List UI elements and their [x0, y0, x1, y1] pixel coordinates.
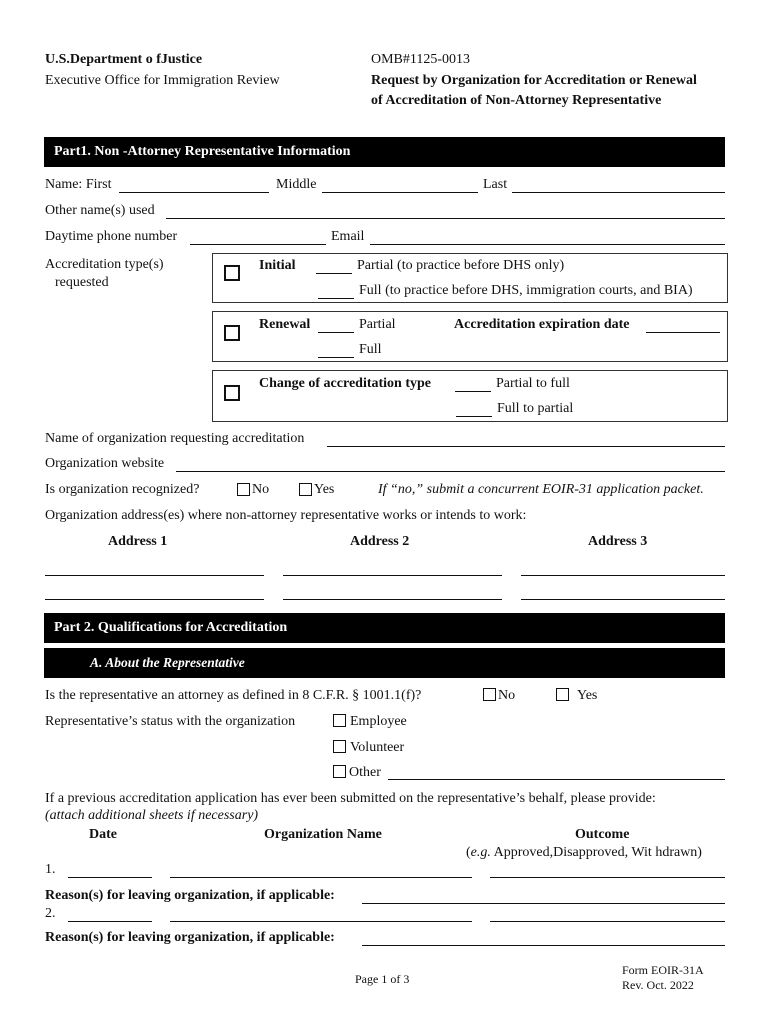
- initial-label: Initial: [259, 258, 296, 273]
- renewal-partial-blank[interactable]: [318, 332, 354, 333]
- status-employee-label: Employee: [350, 714, 407, 729]
- row-1-reason-field[interactable]: [362, 903, 725, 904]
- form-number: Form EOIR-31A: [622, 963, 704, 977]
- outcome-hint: (e.g. Approved,Disapproved, Wit hdrawn): [466, 845, 702, 860]
- recognized-note: If “no,” submit a concurrent EOIR-31 application packet.: [378, 482, 704, 497]
- col-org-header: Organization Name: [264, 827, 382, 842]
- address-2-field-line1[interactable]: [283, 575, 502, 576]
- recognized-yes-label: Yes: [314, 482, 335, 497]
- attorney-yes-checkbox[interactable]: [556, 688, 569, 701]
- address-2-field-line2[interactable]: [283, 599, 502, 600]
- status-employee-checkbox[interactable]: [333, 714, 346, 727]
- prev-app-note: (attach additional sheets if necessary): [45, 808, 259, 823]
- attorney-question: Is the representative an attorney as defined in 8 C.F.R. § 1001.1(f)?: [45, 688, 422, 703]
- name-middle-field[interactable]: [322, 192, 478, 193]
- recognized-question: Is organization recognized?: [45, 482, 200, 497]
- expiration-label: Accreditation expiration date: [454, 317, 630, 332]
- org-website-label: Organization website: [45, 456, 165, 471]
- address-1-label: Address 1: [108, 534, 168, 549]
- status-volunteer-checkbox[interactable]: [333, 740, 346, 753]
- org-name-field[interactable]: [327, 446, 725, 447]
- address-prompt: Organization address(es) where non-attorney representative works or intends to work:: [45, 508, 527, 523]
- part1-heading: Part1. Non -Attorney Representative Information: [44, 137, 725, 167]
- row-2-outcome-field[interactable]: [490, 921, 725, 922]
- name-last-field[interactable]: [512, 192, 725, 193]
- col-outcome-header: Outcome: [575, 827, 630, 842]
- other-names-label: Other name(s) used: [45, 203, 155, 218]
- page-number: Page 1 of 3: [355, 972, 410, 986]
- row-1-date-field[interactable]: [68, 877, 152, 878]
- row-2-reason-field[interactable]: [362, 945, 725, 946]
- accr-type-label: Accreditation type(s): [45, 257, 164, 272]
- row-2-reason-label: Reason(s) for leaving organization, if applicable:: [45, 930, 335, 945]
- address-3-field-line1[interactable]: [521, 575, 725, 576]
- recognized-no-checkbox[interactable]: [237, 483, 250, 496]
- change-checkbox[interactable]: [224, 385, 240, 401]
- outcome-hint-text: Approved,Disapproved, Wit hdrawn): [490, 845, 702, 860]
- phone-label: Daytime phone number: [45, 229, 178, 244]
- address-3-field-line2[interactable]: [521, 599, 725, 600]
- org-website-field[interactable]: [176, 471, 725, 472]
- full-to-partial-label: Full to partial: [497, 401, 574, 416]
- address-1-field-line1[interactable]: [45, 575, 264, 576]
- initial-partial-label: Partial (to practice before DHS only): [357, 258, 565, 273]
- col-date-header: Date: [89, 827, 117, 842]
- form-title-line2: of Accreditation of Non-Attorney Representative: [371, 93, 662, 108]
- status-other-checkbox[interactable]: [333, 765, 346, 778]
- address-3-label: Address 3: [588, 534, 648, 549]
- change-label: Change of accreditation type: [259, 376, 431, 391]
- row-1-number: 1.: [45, 862, 56, 877]
- name-last-label: Last: [483, 177, 508, 192]
- status-other-label: Other: [349, 765, 381, 780]
- initial-full-blank[interactable]: [318, 298, 354, 299]
- form-title-line1: Request by Organization for Accreditation or Renewal: [371, 73, 697, 88]
- renewal-label: Renewal: [259, 317, 311, 332]
- initial-partial-blank[interactable]: [316, 273, 352, 274]
- other-names-field[interactable]: [166, 218, 725, 219]
- name-middle-label: Middle: [276, 177, 317, 192]
- renewal-partial-label: Partial: [359, 317, 396, 332]
- partial-to-full-blank[interactable]: [455, 391, 491, 392]
- email-label: Email: [331, 229, 365, 244]
- row-1-outcome-field[interactable]: [490, 877, 725, 878]
- attorney-no-label: No: [498, 688, 516, 703]
- agency-name: U.S.Department o fJustice: [45, 52, 203, 67]
- initial-checkbox[interactable]: [224, 265, 240, 281]
- status-other-field[interactable]: [388, 779, 725, 780]
- attorney-no-checkbox[interactable]: [483, 688, 496, 701]
- renewal-checkbox[interactable]: [224, 325, 240, 341]
- accr-type-label-2: requested: [55, 275, 109, 290]
- name-first-field[interactable]: [119, 192, 269, 193]
- outcome-eg: e.g.: [470, 845, 491, 860]
- row-1-reason-label: Reason(s) for leaving organization, if applicable:: [45, 888, 335, 903]
- attorney-yes-label: Yes: [577, 688, 598, 703]
- row-1-org-field[interactable]: [170, 877, 472, 878]
- form-revision: Rev. Oct. 2022: [622, 978, 694, 992]
- partial-to-full-label: Partial to full: [496, 376, 570, 391]
- email-field[interactable]: [370, 244, 725, 245]
- status-question: Representative’s status with the organization: [45, 714, 296, 729]
- initial-full-label: Full (to practice before DHS, immigration courts, and BIA): [359, 283, 693, 298]
- row-2-org-field[interactable]: [170, 921, 472, 922]
- renewal-full-blank[interactable]: [318, 357, 354, 358]
- phone-field[interactable]: [190, 244, 326, 245]
- recognized-yes-checkbox[interactable]: [299, 483, 312, 496]
- part2-subheading: A. About the Representative: [44, 648, 725, 678]
- row-2-date-field[interactable]: [68, 921, 152, 922]
- expiration-field[interactable]: [646, 332, 720, 333]
- address-2-label: Address 2: [350, 534, 410, 549]
- part2-heading: Part 2. Qualifications for Accreditation: [44, 613, 725, 643]
- org-name-label: Name of organization requesting accreditation: [45, 431, 305, 446]
- prev-app-prompt: If a previous accreditation application has ever been submitted on the representative’s behalf, please provide:: [45, 791, 656, 806]
- status-volunteer-label: Volunteer: [350, 740, 405, 755]
- row-2-number: 2.: [45, 906, 56, 921]
- address-1-field-line2[interactable]: [45, 599, 264, 600]
- renewal-full-label: Full: [359, 342, 382, 357]
- name-first-label: Name: First: [45, 177, 112, 192]
- office-name: Executive Office for Immigration Review: [45, 73, 280, 88]
- recognized-no-label: No: [252, 482, 270, 497]
- omb-number: OMB#1125-0013: [371, 52, 471, 67]
- full-to-partial-blank[interactable]: [456, 416, 492, 417]
